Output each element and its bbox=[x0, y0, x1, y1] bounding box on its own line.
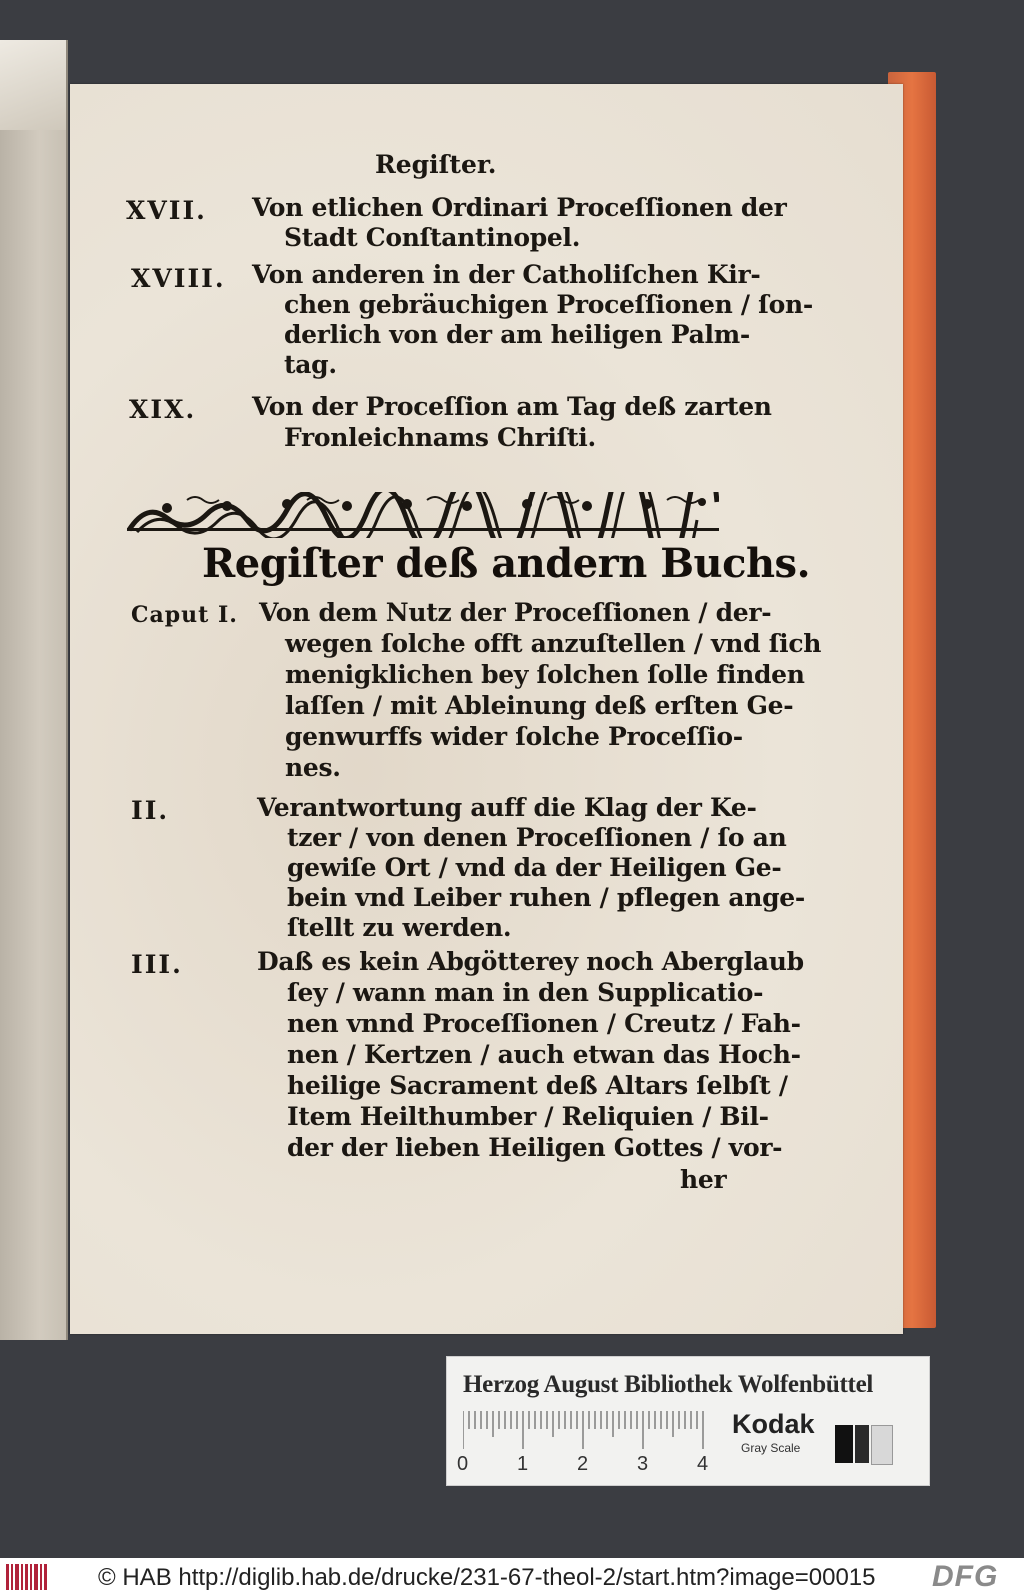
footer-bar bbox=[0, 1558, 1024, 1596]
entry-line: heilige Sacrament deß Altars ſelbſt / bbox=[287, 1071, 788, 1100]
entry-line: Von etlichen Ordinari Proceſſionen der bbox=[252, 193, 787, 222]
gray-patch bbox=[871, 1425, 893, 1465]
entry-number: XIX. bbox=[129, 395, 197, 424]
kodak-logo: Kodak bbox=[732, 1409, 815, 1439]
entry-line: tzer / von denen Proceſſionen / ſo an bbox=[287, 823, 787, 852]
page-fold bbox=[0, 40, 66, 130]
gray-scale-label: Gray Scale bbox=[741, 1441, 801, 1455]
gray-patch bbox=[835, 1425, 853, 1463]
ruler-number: 3 bbox=[637, 1453, 649, 1475]
entry-line: derlich von der am heiligen Palm- bbox=[284, 320, 750, 349]
entry-line: ſey / wann man in den Supplicatio- bbox=[287, 978, 764, 1007]
ruler-number: 0 bbox=[457, 1453, 469, 1475]
section-heading: Regiſter deß andern Buchs. bbox=[202, 540, 810, 587]
entry-line: tag. bbox=[284, 350, 337, 379]
barcode-icon bbox=[6, 1562, 50, 1592]
entry-line: nes. bbox=[285, 753, 341, 782]
entry-line: genwurffs wider ſolche Proceſſio- bbox=[285, 722, 743, 751]
entry-number: III. bbox=[131, 950, 183, 979]
entry-number: XVIII. bbox=[131, 264, 226, 293]
adjacent-page-edge bbox=[0, 40, 68, 1340]
source-url[interactable]: © HAB http://diglib.hab.de/drucke/231-67-theol-2/start.htm?image=00015 bbox=[98, 1564, 876, 1591]
library-name: Herzog August Bibliothek Wolfenbüttel bbox=[463, 1371, 874, 1398]
running-head: Regiſter. bbox=[375, 150, 497, 179]
entry-line: Item Heilthumber / Reliquien / Bil- bbox=[287, 1102, 769, 1131]
entry-line: Daß es kein Abgötterey noch Aberglaub bbox=[257, 947, 804, 976]
entry-line: nen vnnd Proceſſionen / Creutz / Fah- bbox=[287, 1009, 801, 1038]
ruler-number: 4 bbox=[697, 1453, 709, 1475]
entry-line: Verantwortung auff die Klag der Ke- bbox=[257, 793, 757, 822]
entry-number: II. bbox=[131, 796, 170, 825]
entry-line: Von der Proceſſion am Tag deß zarten bbox=[252, 392, 772, 421]
entry-line: chen gebräuchigen Proceſſionen / ſon- bbox=[284, 290, 813, 319]
entry-line: Von anderen in der Catholiſchen Kir- bbox=[252, 260, 761, 289]
gray-patch bbox=[855, 1425, 869, 1463]
entry-line: gewiſe Ort / vnd da der Heiligen Ge- bbox=[287, 853, 782, 882]
entry-number: Caput I. bbox=[131, 602, 238, 628]
entry-line: nen / Kertzen / auch etwan das Hoch- bbox=[287, 1040, 801, 1069]
entry-line: Fronleichnams Chriſti. bbox=[284, 423, 596, 452]
entry-line: ſtellt zu werden. bbox=[287, 913, 512, 942]
entry-line: bein vnd Leiber ruhen / pflegen ange- bbox=[287, 883, 805, 912]
entry-line: menigklichen bey ſolchen ſolle finden bbox=[285, 660, 805, 689]
entry-line: Stadt Conſtantinopel. bbox=[284, 223, 581, 252]
ruler-number: 1 bbox=[517, 1453, 529, 1475]
entry-line: laſſen / mit Ableinung deß erſten Ge- bbox=[285, 691, 794, 720]
catchword: her bbox=[680, 1165, 727, 1194]
entry-line: wegen ſolche offt anzuſtellen / vnd ſich bbox=[285, 629, 822, 658]
entry-line: Von dem Nutz der Proceſſionen / der- bbox=[259, 598, 772, 627]
dfg-logo: DFG bbox=[932, 1560, 999, 1593]
measurement-ruler bbox=[463, 1409, 713, 1455]
entry-line: der der lieben Heiligen Gottes / vor- bbox=[287, 1133, 783, 1162]
ruler-number: 2 bbox=[577, 1453, 589, 1475]
ornamental-border bbox=[127, 492, 719, 538]
entry-number: XVII. bbox=[126, 196, 207, 225]
library-label bbox=[446, 1356, 930, 1486]
